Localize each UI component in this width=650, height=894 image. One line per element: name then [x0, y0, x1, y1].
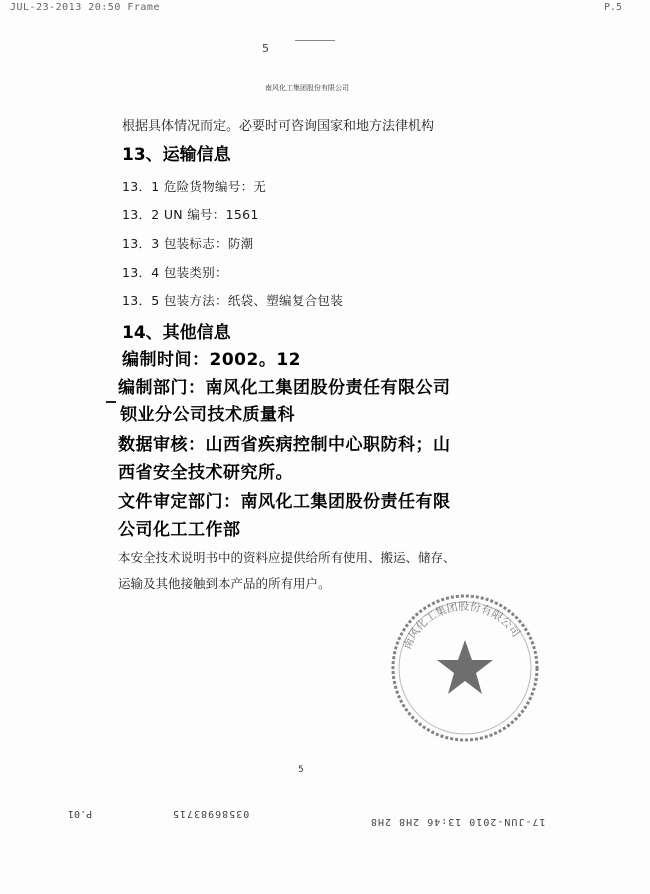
compile-department-cont: 钡业分公司技术质量科 [120, 405, 295, 425]
page-number: 5 [298, 765, 304, 775]
section-13-item: 13．2 UN 编号：1561 [122, 207, 259, 222]
top-mark: 5 [262, 42, 269, 55]
section-13-item: 13．3 包装标志：防潮 [122, 236, 254, 251]
company-seal-stamp [385, 588, 545, 748]
notice-line: 本安全技术说明书中的资料应提供给所有使用、搬运、储存、 [118, 550, 456, 565]
section-13-heading: 13、运输信息 [122, 145, 231, 165]
star-icon [437, 640, 493, 694]
fax-footer-timestamp: 17-JUN-2010 13:46 2H8 2H8 [370, 816, 546, 827]
notice-line: 运输及其他接触到本产品的所有用户。 [118, 576, 331, 591]
section-13-item: 13．4 包装类别： [122, 265, 228, 280]
fax-page-number: P.5 [603, 2, 622, 13]
fax-header-stamp: JUL-23-2013 20:50 Frame [10, 2, 160, 13]
approval-department: 文件审定部门：南风化工集团股份责任有限 [118, 492, 451, 512]
section-13-item: 13．5 包装方法：纸袋、塑编复合包装 [122, 293, 344, 308]
compile-date: 编制时间：2002。12 [122, 350, 301, 370]
compile-department: 编制部门：南风化工集团股份责任有限公司 [118, 378, 451, 398]
approval-department-cont: 公司化工工作部 [118, 520, 241, 540]
seal-text: 南风化工集团股份有限公司 [400, 599, 523, 652]
company-header: 南风化工集团股份有限公司 [265, 84, 349, 92]
top-decoration-line [295, 40, 335, 41]
data-review: 数据审核：山西省疾病控制中心职防科；山 [118, 435, 451, 455]
intro-line: 根据具体情况而定。必要时可咨询国家和地方法律机构 [122, 119, 435, 134]
fax-footer-page: P.01 [68, 808, 93, 819]
section-14-heading: 14、其他信息 [122, 323, 231, 343]
section-13-item: 13．1 危险货物编号：无 [122, 179, 267, 194]
dash-mark [106, 401, 116, 403]
fax-footer-phone: 03586983715 [172, 808, 250, 819]
data-review-cont: 西省安全技术研究所。 [118, 463, 293, 483]
